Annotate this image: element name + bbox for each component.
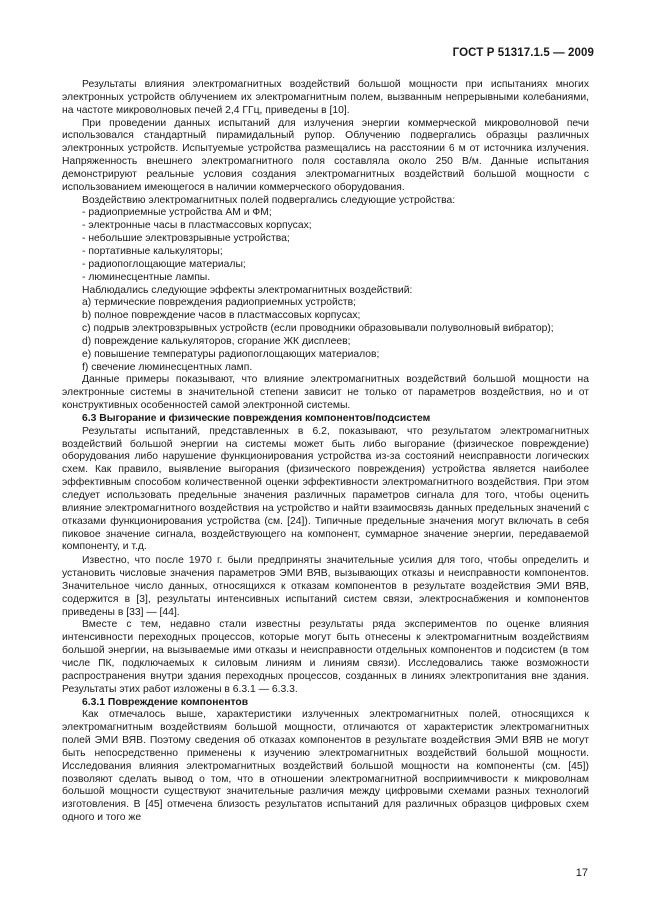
section-heading: 6.3.1 Повреждение компонентов [82,696,249,708]
paragraph: Вместе с тем, недавно стали известны результаты ряда экспериментов по оценке влияния интенсивности переходных процессов, которые могут быть отнесены к электромагнитным воздействиям большой энергии, на вызываемые ими отказы и неисправности отдельных компонентов и подсистем (в том числе ПК, подключаемых к силовым линиям и линиям связи). Исследовались также возможности распространения внутри здания переходных процессов, созданных в линиях электропитания вне здания. Результаты этих работ изложены в 6.3.1 — 6.3.3. [62,619,589,695]
list-line: c) подрыв электровзрывных устройств (если проводники образовывали полуволновый вибратор); [82,323,554,335]
paragraph: Результаты влияния электромагнитных воздействий большой мощности при испытаниях многих электронных устройств облучением их электромагнитным полем, вызванным непрерывными колебаниями, на частоте микроволновых печей 2,4 ГГц, приведены в [10]. [62,79,589,116]
list-line: b) полное повреждение часов в пластмассовых корпусах; [82,310,361,322]
list-line: - радиопоглощающие материалы; [82,258,246,270]
paragraph: При проведении данных испытаний для излучения энергии коммерческой микроволновой печи использовался стандартный пирамидальный рупор. Облучению подвергались образцы различных электронных устройств. Испытуемые устройства размещались на расстоянии 6 м от источника излучения. Напряженность внешнего электромагнитного поля составляла около 250 В/м. Данные испытания демонстрируют реальные условия создания электромагнитных воздействий большой мощности с использованием имеющегося в наличии коммерческого оборудования. [62,117,589,193]
list-line: - небольшие электровзрывные устройства; [82,233,290,245]
list-line: d) повреждение калькуляторов, сгорание ЖК дисплеев; [82,335,351,347]
page-body [62,79,589,825]
list-line: Воздействию электромагнитных полей подвергались следующие устройства: [82,194,456,206]
list-line: Наблюдались следующие эффекты электромагнитных воздействий: [82,284,413,296]
page-number: 17 [575,867,588,879]
list-line: e) повышение температуры радиопоглощающих материалов; [82,348,380,360]
paragraph: Известно, что после 1970 г. были предприняты значительные усилия для того, чтобы определить и установить числовые значения параметров ЭМИ ВЯВ, вызывающих отказы и неисправности компонентов. Значительное число данных, относящихся к отказам компонентов в результате воздействия ЭМИ ВЯВ, содержится в [3], результаты интенсивных испытаний систем связи, электроснабжения и компонентов приведены в [33] — [44]. [62,555,589,618]
list-line: - электронные часы в пластмассовых корпусах; [82,220,312,232]
list-line: f) свечение люминесцентных ламп. [82,361,253,373]
paragraph: Результаты испытаний, представленных в 6.2, показывают, что результатом электромагнитных воздействий большой энергии на системы может быть либо выгорание (физическое повреждение) оборудования либо нарушение функционирования устройства из-за состояний неисправности логических схем. Как правило, выявление выгорания (физического повреждения) устройства является наиболее эффективным способом количественной оценки эффективности электромагнитного воздействия. При этом следует использовать предельные значения различных параметров сигнала для того, чтобы оценить влияние электромагнитного воздействия на устройство и найти взаимосвязь данных предельных значений с отказами функционирования устройства (см. [24]). Типичные предельные значения могут включать в себя пиковое значение сигнала, воздействующего на компонент, суммарное значение энергии, передаваемой компоненту, и т.д. [62,425,589,553]
list-line: - портативные калькуляторы; [82,245,223,257]
list-line: - люминесцентные лампы. [82,271,211,283]
list-line: а) термические повреждения радиоприемных устройств; [82,297,357,309]
document-header: ГОСТ Р 51317.1.5 — 2009 [452,47,594,59]
list-line: - радиоприемные устройства АМ и ФМ; [82,207,272,219]
paragraph: Как отмечалось выше, характеристики излученных электромагнитных полей, относящихся к электромагнитным воздействиям большой мощности, отличаются от характеристик электромагнитных полей ЭМИ ВЯВ. Поэтому сведения об отказах компонентов в результате воздействия ЭМИ ВЯВ не могут быть непосредственно применены к изучению электромагнитных воздействий большой мощности. Исследования влияния электромагнитных воздействий большой мощности на компоненты (см. [45]) позволяют сделать вывод о том, что в отношении электромагнитной восприимчивости к микроволнам большой мощности существуют значительные различия между цифровыми схемами разных технологий изготовления. В [45] отмечена близость результатов испытаний для различных образцов цифровых схем одного и того же [62,709,589,824]
section-heading: 6.3 Выгорание и физические повреждения компонентов/подсистем [82,412,431,424]
paragraph: Данные примеры показывают, что влияние электромагнитных воздействий большой мощности на электронные системы в значительной степени зависит не только от параметров воздействия, но и от конструктивных особенностей самой электронной системы. [62,374,589,412]
